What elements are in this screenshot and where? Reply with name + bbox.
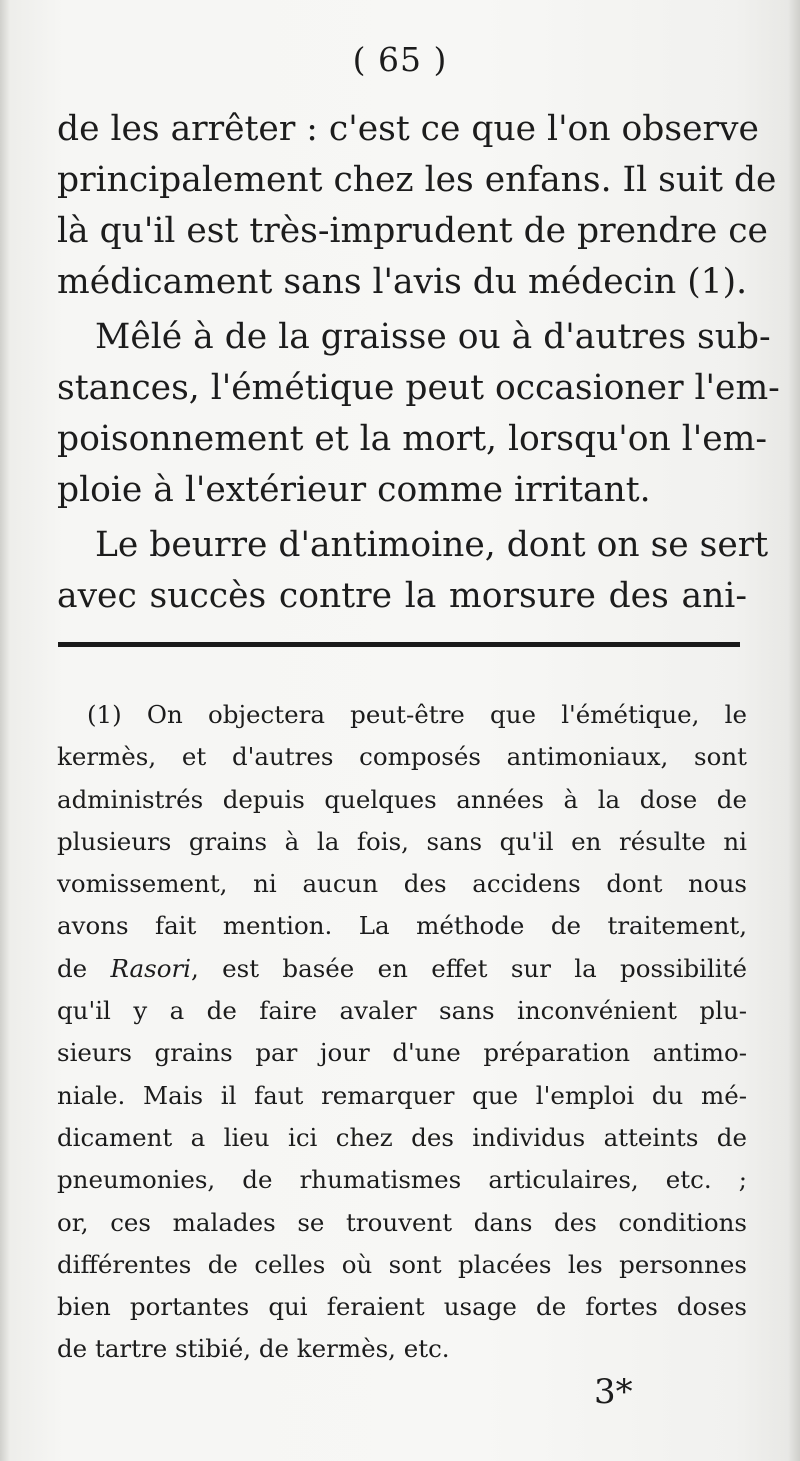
page-number: ( 65 ) (352, 40, 448, 79)
footnote-separator-rule (58, 642, 740, 647)
main-text-line: avec succès contre la morsure des ani- (57, 576, 747, 616)
footnote-line: pneumonies, de rhumatismes articulaires, etc. ; (57, 1165, 747, 1195)
footnote-line-comma: , (191, 953, 223, 983)
footnote-line: dicament a lieu ici chez des individus atteints de (57, 1122, 747, 1152)
main-text-line: là qu'il est très-imprudent de prendre ce (57, 211, 768, 251)
main-text-line: stances, l'émétique peut occasioner l'em- (57, 368, 780, 408)
main-text-line: ploie à l'extérieur comme irritant. (57, 470, 651, 510)
footnote-line: plusieurs grains à la fois, sans qu'il en résulte ni (57, 826, 747, 856)
main-text-block (57, 104, 780, 622)
footnote-line: qu'il y a de faire avaler sans inconvénient plu- (57, 996, 747, 1026)
page-edge-shadow-right (788, 0, 800, 1461)
footnote-block (57, 694, 747, 1371)
main-text-line: poisonnement et la mort, lorsqu'on l'em- (57, 419, 768, 459)
footnote-line-prefix: de (57, 953, 111, 983)
footnote-line: or, ces malades se trouvent dans des conditions (57, 1207, 747, 1237)
footnote-line: kermès, et d'autres composés antimoniaux, sont (57, 742, 747, 772)
footnote-line: bien portantes qui feraient usage de fortes doses (57, 1292, 747, 1322)
main-text-line: médicament sans l'avis du médecin (1). (57, 262, 748, 302)
footnote-line: (1) On objectera peut-être que l'émétique, le (87, 700, 747, 729)
footnote-line: de tartre stibié, de kermès, etc. (57, 1334, 450, 1364)
author-name-rasori: Rasori (110, 953, 192, 983)
main-text-line: principalement chez les enfans. Il suit de (57, 160, 777, 200)
footnote-line: niale. Mais il faut remarquer que l'emploi du mé- (57, 1080, 747, 1110)
footnote-line-with-name (57, 948, 747, 990)
footnote-line-rest: est basée en effet sur la possibilité (222, 953, 747, 983)
main-text-line: Le beurre d'antimoine, dont on se sert (95, 525, 769, 565)
footnote-line: administrés depuis quelques années à la dose de (57, 784, 747, 814)
main-text-line: de les arrêter : c'est ce que l'on observe (57, 109, 759, 149)
printer-signature-mark: 3* (594, 1372, 633, 1412)
footnote-line: sieurs grains par jour d'une préparation antimo- (57, 1038, 747, 1068)
footnote-line: vomissement, ni aucun des accidens dont nous (57, 869, 747, 899)
page-edge-shadow-left (0, 0, 10, 1461)
main-text-line: Mêlé à de la graisse ou à d'autres sub- (95, 317, 771, 357)
footnote-line: différentes de celles où sont placées les personnes (57, 1249, 747, 1279)
footnote-line: avons fait mention. La méthode de traitement, (57, 911, 747, 941)
